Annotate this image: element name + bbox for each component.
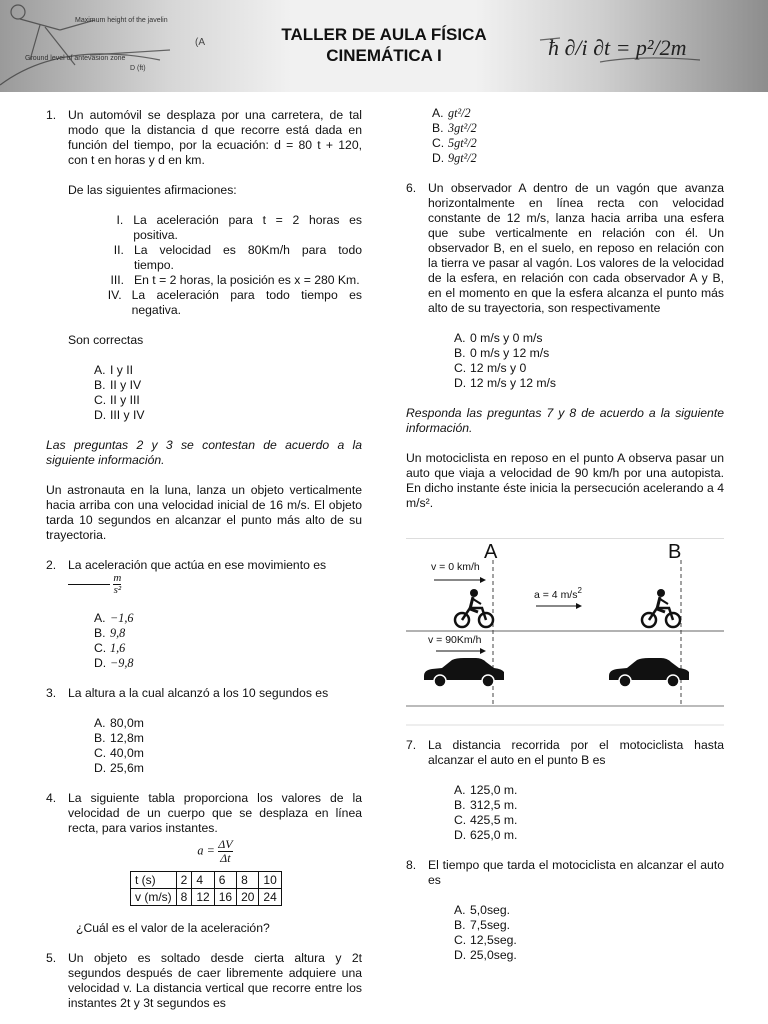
velocity-table (130, 871, 282, 906)
question-number: 4. (46, 791, 57, 805)
page-header (0, 0, 768, 92)
unit-fraction: $\frac{m}{\text{s²}}$ (113, 572, 122, 596)
option-list (428, 783, 724, 843)
question-8 (406, 858, 724, 963)
option-list (428, 903, 724, 963)
option-item[interactable]: A. I y II (94, 363, 134, 377)
deco-text-2: Ground level of antevasion zone (25, 55, 126, 62)
option-item[interactable]: B. 0 m/s y 12 m/s (454, 346, 550, 360)
point-a-label: A (484, 541, 498, 563)
diagram-svg (406, 538, 724, 726)
option-list (68, 716, 362, 776)
question-text: La altura a la cual alcanzó a los 10 segundos es (68, 686, 329, 700)
statement-item: III. En t = 2 horas, la posición es x = 280 Km. (110, 273, 360, 287)
statement-item: I. La aceleración para t = 2 horas es positiva. (116, 213, 362, 242)
option-item[interactable]: D. 25,6m (94, 761, 144, 775)
option-item[interactable]: B. 9,8 (94, 626, 126, 640)
acceleration-label: a = 4 $m/s^2$ (534, 586, 582, 601)
motorcycle-icon (642, 589, 680, 627)
statement-item: IV. La aceleración para todo tiempo es negativa. (107, 288, 362, 317)
arrow-icon (434, 577, 486, 583)
option-item[interactable]: A. 125,0 m. (454, 783, 518, 797)
question-number: 6. (406, 181, 417, 195)
motion-diagram (406, 538, 724, 726)
question-text: Un objeto es soltado desde cierta altura y 2t segundos después de caer libremente adquiere una velocidad v. La distancia vertical que recorre entre los instantes 2t y 3t segundos es (68, 951, 362, 1010)
option-item[interactable]: B. 7,5seg. (454, 918, 510, 932)
question-number: 8. (406, 858, 417, 872)
question-text: La siguiente tabla proporciona los valores de la velocidad de un cuerpo que se desplaza en línea recta, para varios instantes. (68, 791, 362, 835)
question-number: 1. (46, 108, 57, 122)
option-item[interactable]: A. gt²/2 (432, 106, 471, 120)
option-item[interactable]: D. 9gt²/2 (432, 151, 477, 165)
option-item[interactable]: C. 40,0m (94, 746, 144, 760)
question-text: Un observador A dentro de un vagón que avanza horizontalmente en línea recta con velocidad constante de 12 m/s, lanza hacia arriba una esfera que sube verticalmente en relación con él. Un observador B, en el suelo, en reposo en relación con la tierra ve pasar al vagón. Los valores de la velocidad de la esfera, en relación con cada observador A y B, en el momento en que la esfera alcanza el punto más alto de su trayectoria, son respectivamente (428, 181, 724, 315)
option-item[interactable]: C. 12 m/s y 0 (454, 361, 527, 375)
question-5 (46, 951, 362, 1011)
question-3 (46, 686, 362, 776)
table-row: t (s) 2 4 6 8 10 (131, 872, 282, 889)
deco-text-4: (A (195, 37, 205, 48)
arrow-icon (536, 603, 582, 609)
option-item[interactable]: D. 25,0seg. (454, 948, 517, 962)
question-intro: De las siguientes afirmaciones: (68, 183, 237, 197)
table-row: v (m/s) 8 12 16 20 24 (131, 889, 282, 906)
option-item[interactable]: B. 312,5 m. (454, 798, 518, 812)
question-text: Un automóvil se desplaza por una carretera, de tal modo que la distancia d que recorre está dada en función del tiempo, por la ecuación: d = 80 t + 120, con t en horas y d en km. (68, 108, 362, 167)
option-item[interactable]: C. 5gt²/2 (432, 136, 477, 150)
question-text: La distancia recorrida por el motociclista hasta alcanzar el auto en el punto B es (428, 738, 724, 767)
right-column-lower (406, 738, 724, 963)
question-number: 7. (406, 738, 417, 752)
option-list (68, 611, 362, 671)
option-item[interactable]: D. 625,0 m. (454, 828, 518, 842)
question-7 (406, 738, 724, 843)
left-column (46, 108, 362, 1011)
option-item[interactable]: C. 1,6 (94, 641, 126, 655)
option-list (428, 331, 724, 391)
page-title: TALLER DE AULA FÍSICA (281, 25, 487, 44)
car-velocity-label: v = 90Km/h (428, 634, 482, 646)
info-paragraph-2-3: Un astronauta en la luna, lanza un objeto verticalmente hacia arriba con una velocidad inicial de 16 m/s. El objeto tarda 10 segundos en alcanzar el punto más alto de su trayectoria. (46, 483, 362, 542)
option-item[interactable]: B. 3gt²/2 (432, 121, 477, 135)
arrow-icon (436, 648, 486, 654)
option-item[interactable]: D. −9,8 (94, 656, 134, 670)
question-2 (46, 558, 362, 671)
option-item[interactable]: C. 425,5 m. (454, 813, 518, 827)
deco-text-3: D (ft) (130, 65, 146, 72)
question-number: 5. (46, 951, 57, 965)
question-number: 3. (46, 686, 57, 700)
statement-list (68, 213, 362, 318)
option-item[interactable]: B. II y IV (94, 378, 142, 392)
question-6 (406, 181, 724, 391)
section-note-2-3: Las preguntas 2 y 3 se contestan de acuerdo a la siguiente información. (46, 438, 362, 467)
right-column (406, 106, 724, 511)
question-5-option-list (406, 106, 724, 166)
initial-velocity-label: v = 0 km/h (431, 561, 480, 573)
deco-text-1: Maximum height of the javelin (75, 17, 168, 24)
option-item[interactable]: C. 12,5seg. (454, 933, 517, 947)
option-item[interactable]: C. II y III (94, 393, 140, 407)
question-subprompt: ¿Cuál es el valor de la aceleración? (76, 921, 270, 935)
option-item[interactable]: B. 12,8m (94, 731, 144, 745)
option-item[interactable]: A. −1,6 (94, 611, 134, 625)
question-1 (46, 108, 362, 423)
motorcycle-icon (455, 589, 493, 627)
car-icon (424, 658, 504, 687)
option-list (68, 363, 362, 423)
option-item[interactable]: A. 5,0seg. (454, 903, 510, 917)
question-4 (46, 791, 362, 936)
car-icon (609, 658, 689, 687)
statement-item: II. La velocidad es 80Km/h para todo tiempo. (113, 243, 362, 272)
question-text: El tiempo que tarda el motociclista en alcanzar el auto es (428, 858, 724, 887)
page-subtitle: CINEMÁTICA I (326, 46, 442, 65)
acceleration-formula: a = $\frac{\Delta V}{\Delta t}$ (197, 837, 233, 865)
question-prompt: Son correctas (68, 333, 144, 347)
question-number: 2. (46, 558, 57, 572)
option-item[interactable]: A. 0 m/s y 0 m/s (454, 331, 543, 345)
point-b-label: B (668, 541, 682, 563)
option-item[interactable]: D. 12 m/s y 12 m/s (454, 376, 557, 390)
info-paragraph-7-8: Un motociclista en reposo en el punto A observa pasar un auto que viaja a velocidad de 90 km/h por una autopista. En dicho instante éste inicia la persecución acelerando a 4 m/s². (406, 451, 724, 510)
section-note-7-8: Responda las preguntas 7 y 8 de acuerdo a la siguiente información. (406, 406, 724, 435)
question-text: La aceleración que actúa en ese movimiento es (68, 558, 327, 572)
option-item[interactable]: D. III y IV (94, 408, 145, 422)
option-item[interactable]: A. 80,0m (94, 716, 144, 730)
deco-formula: ħ ∂/i ∂t = p²/2m (548, 35, 687, 60)
